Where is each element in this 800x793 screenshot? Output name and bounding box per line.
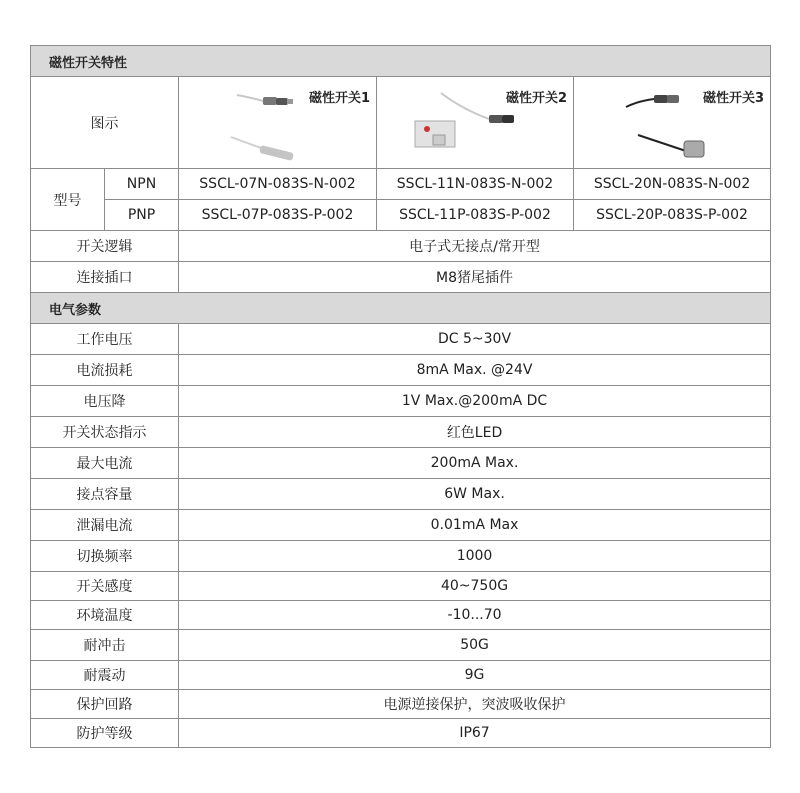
model-row-pnp xyxy=(31,200,771,231)
param-label: 耐震动 xyxy=(31,661,179,690)
param-label: 防护等级 xyxy=(31,719,179,748)
product-image-2 xyxy=(377,77,574,169)
param-value: 9G xyxy=(179,661,771,690)
param-value: 50G xyxy=(179,630,771,661)
pnp-model-3: SSCL-20P-083S-P-002 xyxy=(574,200,771,231)
param-row xyxy=(31,324,771,355)
param-value: 40~750G xyxy=(179,572,771,601)
param-label: 保护回路 xyxy=(31,690,179,719)
product-image-3 xyxy=(574,77,771,169)
param-row xyxy=(31,719,771,748)
param-value: 1000 xyxy=(179,541,771,572)
product-title-1: 磁性开关1 xyxy=(308,91,370,106)
param-row xyxy=(31,601,771,630)
param-label: 开关状态指示 xyxy=(31,417,179,448)
param-value: 电源逆接保护，突波吸收保护 xyxy=(179,690,771,719)
param-label: 切换频率 xyxy=(31,541,179,572)
param-label: 电流损耗 xyxy=(31,355,179,386)
param-row xyxy=(31,448,771,479)
param-value: 8mA Max. @24V xyxy=(179,355,771,386)
switch-logic-label: 开关逻辑 xyxy=(31,231,179,262)
switch-logic-row xyxy=(31,231,771,262)
param-row xyxy=(31,541,771,572)
connector-row xyxy=(31,262,771,293)
param-label: 耐冲击 xyxy=(31,630,179,661)
param-row xyxy=(31,661,771,690)
param-label: 电压降 xyxy=(31,386,179,417)
param-value: -10...70 xyxy=(179,601,771,630)
npn-model-1: SSCL-07N-083S-N-002 xyxy=(179,169,377,200)
param-label: 环境温度 xyxy=(31,601,179,630)
section-header-electrical-parameters xyxy=(31,293,771,324)
param-value: DC 5~30V xyxy=(179,324,771,355)
npn-label: NPN xyxy=(105,169,179,200)
param-value: 红色LED xyxy=(179,417,771,448)
param-row xyxy=(31,479,771,510)
npn-model-3: SSCL-20N-083S-N-002 xyxy=(574,169,771,200)
product-title-2: 磁性开关2 xyxy=(505,91,567,106)
npn-model-2: SSCL-11N-083S-N-002 xyxy=(377,169,574,200)
product-title-3: 磁性开关3 xyxy=(703,91,765,106)
connector-label: 连接插口 xyxy=(31,262,179,293)
param-row xyxy=(31,630,771,661)
switch-logic-value: 电子式无接点/常开型 xyxy=(179,231,771,262)
model-row-npn xyxy=(31,169,771,200)
param-row xyxy=(31,417,771,448)
model-label: 型号 xyxy=(31,169,105,231)
param-row xyxy=(31,386,771,417)
param-label: 最大电流 xyxy=(31,448,179,479)
pnp-model-2: SSCL-11P-083S-P-002 xyxy=(377,200,574,231)
connector-value: M8猪尾插件 xyxy=(179,262,771,293)
param-row xyxy=(31,510,771,541)
param-label: 接点容量 xyxy=(31,479,179,510)
pnp-label: PNP xyxy=(105,200,179,231)
param-label: 工作电压 xyxy=(31,324,179,355)
section-title: 电气参数 xyxy=(31,293,771,324)
param-value: IP67 xyxy=(179,719,771,748)
param-row xyxy=(31,355,771,386)
param-label: 泄漏电流 xyxy=(31,510,179,541)
param-label: 开关感度 xyxy=(31,572,179,601)
image-row-label: 图示 xyxy=(31,77,179,169)
product-image-1 xyxy=(179,77,377,169)
param-row xyxy=(31,690,771,719)
param-value: 6W Max. xyxy=(179,479,771,510)
param-value: 200mA Max. xyxy=(179,448,771,479)
param-row xyxy=(31,572,771,601)
section-header-switch-characteristics xyxy=(31,46,771,77)
spec-table xyxy=(30,45,771,748)
section-title: 磁性开关特性 xyxy=(31,46,771,77)
pnp-model-1: SSCL-07P-083S-P-002 xyxy=(179,200,377,231)
param-value: 0.01mA Max xyxy=(179,510,771,541)
image-row xyxy=(31,77,771,169)
param-value: 1V Max.@200mA DC xyxy=(179,386,771,417)
